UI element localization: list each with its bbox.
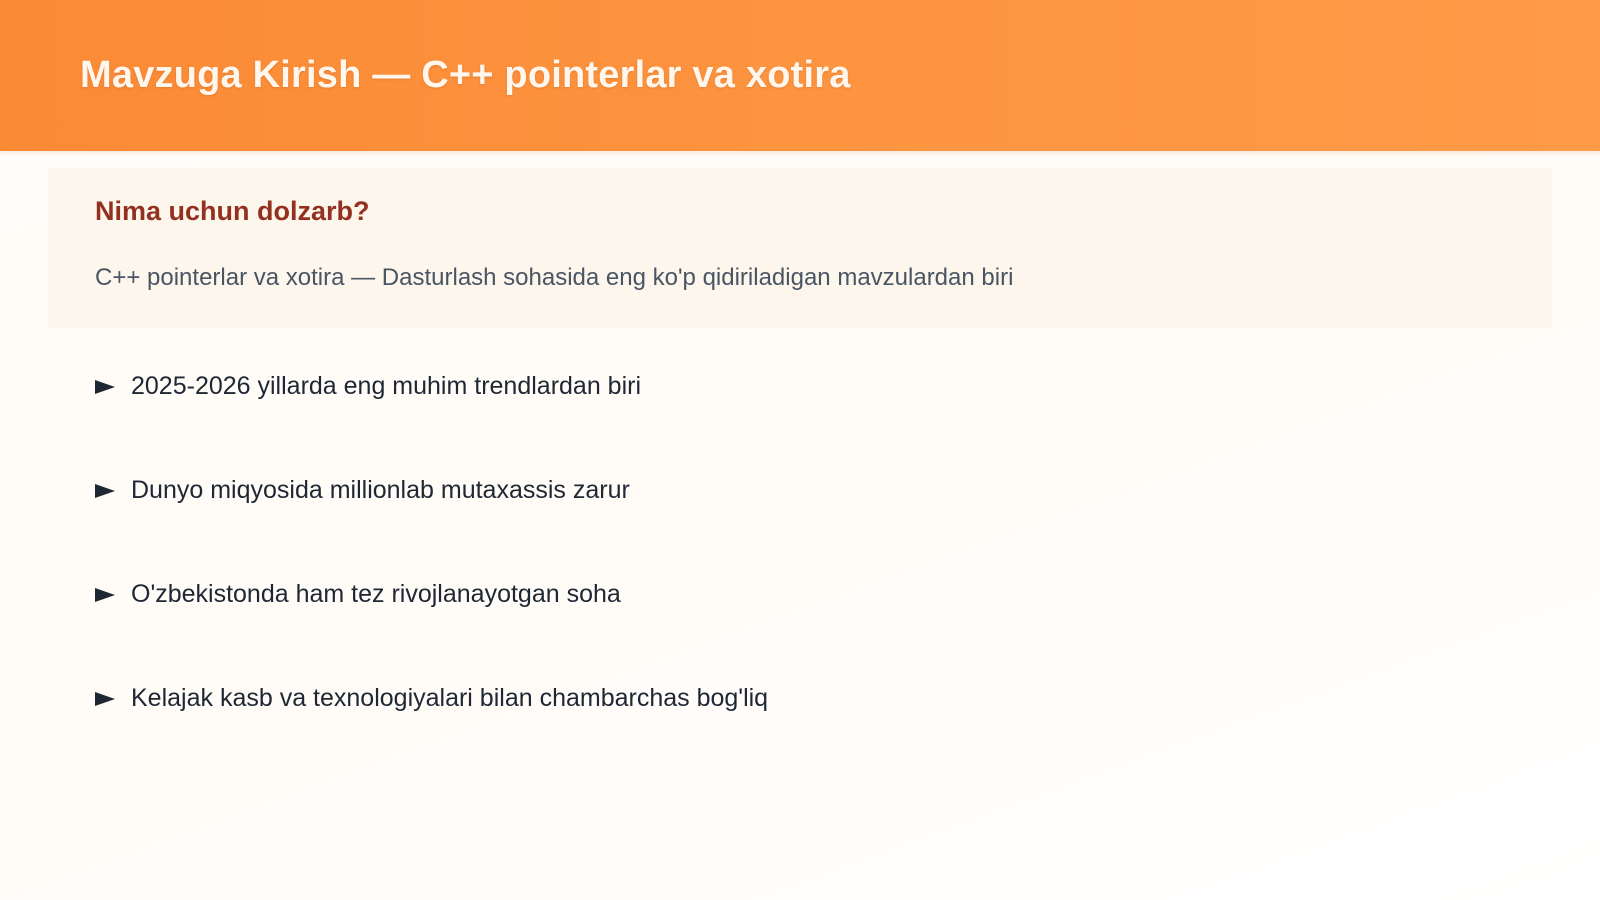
triangle-right-icon <box>95 484 115 498</box>
bullet-text: O'zbekistonda ham tez rivojlanayotgan soha <box>131 580 621 608</box>
bullet-text: Dunyo miqyosida millionlab mutaxassis zarur <box>131 476 630 504</box>
bullet-text: 2025-2026 yillarda eng muhim trendlardan biri <box>131 372 642 400</box>
triangle-right-icon <box>95 380 115 394</box>
triangle-right-icon <box>95 692 115 706</box>
callout-heading: Nima uchun dolzarb? <box>95 196 370 226</box>
title-bar <box>0 0 1600 151</box>
slide-title: Mavzuga Kirish — C++ pointerlar va xotira <box>80 54 851 96</box>
callout-box <box>48 168 1552 328</box>
callout-text: C++ pointerlar va xotira — Dasturlash sohasida eng ko'p qidiriladigan mavzulardan biri <box>95 264 1014 291</box>
bullet-text: Kelajak kasb va texnologiyalari bilan chambarchas bog'liq <box>131 684 769 712</box>
triangle-right-icon <box>95 588 115 602</box>
